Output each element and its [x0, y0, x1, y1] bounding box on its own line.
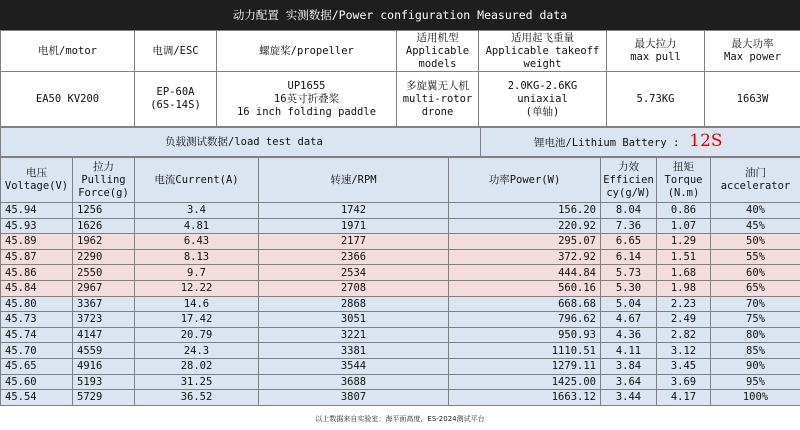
spec-value-propeller [217, 72, 397, 127]
cell-voltage: 45.94 [1, 203, 73, 219]
cell-line: models [418, 57, 457, 70]
cell-voltage: 45.54 [1, 390, 73, 406]
cell-power: 1110.51 [449, 343, 601, 359]
cell-line: 力效 [618, 160, 639, 173]
cell-pull: 3723 [73, 312, 135, 328]
cell-throttle: 75% [711, 312, 800, 328]
cell-pull: 4559 [73, 343, 135, 359]
cell-efficiency: 5.04 [601, 296, 657, 312]
cell-power: 560.16 [449, 280, 601, 296]
load-test-label: 负载测试数据/load test data [1, 128, 481, 157]
table-row [1, 327, 800, 343]
spec-header-propeller [217, 31, 397, 72]
cell-voltage: 45.74 [1, 327, 73, 343]
cell-pull: 1962 [73, 234, 135, 250]
cell-line: (6S-14S) [150, 99, 201, 111]
cell-line: Force(g) [78, 186, 129, 199]
cell-throttle: 100% [711, 390, 800, 406]
cell-voltage: 45.73 [1, 312, 73, 328]
cell-pull: 3367 [73, 296, 135, 312]
col-efficiency [601, 158, 657, 203]
cell-rpm: 3688 [259, 374, 449, 390]
cell-torque: 2.23 [657, 296, 711, 312]
cell-rpm: 2708 [259, 280, 449, 296]
cell-voltage: 45.89 [1, 234, 73, 250]
cell-pull: 1626 [73, 218, 135, 234]
cell-voltage: 45.84 [1, 280, 73, 296]
data-header-row [1, 158, 800, 203]
cell-power: 1663.12 [449, 390, 601, 406]
cell-voltage: 45.60 [1, 374, 73, 390]
cell-line: 电调/ESC [152, 44, 199, 57]
cell-power: 1425.00 [449, 374, 601, 390]
sheet-title: 动力配置 实测数据/Power configuration Measured data [0, 0, 800, 30]
load-test-table [0, 157, 800, 406]
cell-efficiency: 6.14 [601, 249, 657, 265]
cell-power: 1279.11 [449, 358, 601, 374]
cell-torque: 2.82 [657, 327, 711, 343]
cell-line: 扭矩 [673, 160, 694, 173]
cell-efficiency: 4.36 [601, 327, 657, 343]
cell-efficiency: 7.36 [601, 218, 657, 234]
cell-throttle: 90% [711, 358, 800, 374]
cell-rpm: 3544 [259, 358, 449, 374]
spec-value-motor [1, 72, 135, 127]
cell-efficiency: 4.11 [601, 343, 657, 359]
cell-line: Voltage(V) [4, 180, 69, 192]
spec-value-row [1, 72, 800, 127]
spec-value-max-pull [607, 72, 705, 127]
cell-current: 9.7 [135, 265, 259, 281]
cell-line: 转速/RPM [330, 173, 377, 186]
cell-line: 电压 [26, 167, 47, 179]
cell-power: 668.68 [449, 296, 601, 312]
cell-line: multi-rotor [402, 92, 473, 105]
cell-efficiency: 5.30 [601, 280, 657, 296]
spec-header-esc [135, 31, 217, 72]
cell-rpm: 3221 [259, 327, 449, 343]
cell-torque: 0.86 [657, 203, 711, 219]
cell-line: EA50 KV200 [35, 92, 100, 105]
cell-current: 24.3 [135, 343, 259, 359]
cell-line: UP1655 [287, 79, 326, 92]
cell-power: 156.20 [449, 203, 601, 219]
cell-line: 16英寸折叠桨 [273, 92, 340, 105]
cell-rpm: 2366 [259, 249, 449, 265]
table-row [1, 203, 800, 219]
cell-line: 5.73KG [636, 92, 675, 105]
cell-power: 372.92 [449, 249, 601, 265]
cell-line: 2.0KG-2.6KG [507, 79, 578, 92]
cell-line: 电流Current(A) [154, 173, 239, 186]
cell-rpm: 1971 [259, 218, 449, 234]
cell-throttle: 70% [711, 296, 800, 312]
col-torque [657, 158, 711, 203]
cell-throttle: 40% [711, 203, 800, 219]
cell-torque: 3.12 [657, 343, 711, 359]
cell-line: 最大拉力 [634, 38, 677, 50]
cell-voltage: 45.87 [1, 249, 73, 265]
cell-current: 14.6 [135, 296, 259, 312]
table-row [1, 234, 800, 250]
cell-line: 螺旋桨/propeller [259, 44, 354, 57]
cell-current: 31.25 [135, 374, 259, 390]
spec-header-max-pull [607, 31, 705, 72]
cell-line: 16 inch folding paddle [236, 105, 377, 118]
spec-value-takeoff-weight [479, 72, 607, 127]
cell-current: 4.81 [135, 218, 259, 234]
cell-throttle: 95% [711, 374, 800, 390]
spec-header-motor [1, 31, 135, 72]
cell-line: 最大功率 [731, 38, 774, 50]
table-row [1, 312, 800, 328]
cell-torque: 1.68 [657, 265, 711, 281]
cell-line: 适用起飞重量 [511, 31, 574, 44]
spec-header-takeoff-weight [479, 31, 607, 72]
cell-line: 多旋翼无人机 [406, 79, 469, 92]
col-rpm [259, 158, 449, 203]
cell-voltage: 45.70 [1, 343, 73, 359]
cell-current: 17.42 [135, 312, 259, 328]
battery-label: 锂电池/Lithium Battery : [534, 136, 680, 149]
cell-throttle: 45% [711, 218, 800, 234]
cell-efficiency: 4.67 [601, 312, 657, 328]
cell-pull: 5729 [73, 390, 135, 406]
cell-rpm: 1742 [259, 203, 449, 219]
cell-voltage: 45.65 [1, 358, 73, 374]
cell-efficiency: 3.64 [601, 374, 657, 390]
cell-rpm: 3807 [259, 390, 449, 406]
cell-efficiency: 6.65 [601, 234, 657, 250]
cell-torque: 1.29 [657, 234, 711, 250]
spec-value-models [397, 72, 479, 127]
cell-torque: 3.69 [657, 374, 711, 390]
cell-pull: 4916 [73, 358, 135, 374]
cell-throttle: 80% [711, 327, 800, 343]
spec-header-row [1, 31, 800, 72]
cell-line: drone [421, 105, 454, 118]
cell-pull: 2290 [73, 249, 135, 265]
cell-line: 拉力 [93, 160, 114, 173]
cell-current: 36.52 [135, 390, 259, 406]
cell-line: (N.m) [667, 186, 700, 199]
cell-throttle: 65% [711, 280, 800, 296]
col-voltage [1, 158, 73, 203]
cell-voltage: 45.93 [1, 218, 73, 234]
cell-torque: 3.45 [657, 358, 711, 374]
table-row [1, 265, 800, 281]
cell-line: uniaxial [517, 92, 568, 105]
cell-line: weight [523, 57, 562, 70]
cell-torque: 1.07 [657, 218, 711, 234]
cell-rpm: 2534 [259, 265, 449, 281]
spec-value-max-power [705, 72, 800, 127]
col-throttle [711, 158, 800, 203]
cell-power: 796.62 [449, 312, 601, 328]
table-row [1, 358, 800, 374]
cell-throttle: 50% [711, 234, 800, 250]
cell-power: 950.93 [449, 327, 601, 343]
table-row [1, 343, 800, 359]
cell-efficiency: 8.04 [601, 203, 657, 219]
cell-rpm: 3051 [259, 312, 449, 328]
load-test-bar [0, 127, 800, 157]
cell-voltage: 45.80 [1, 296, 73, 312]
table-row [1, 374, 800, 390]
cell-line: 功率Power(W) [488, 173, 561, 186]
cell-line: max pull [630, 51, 681, 63]
cell-torque: 1.98 [657, 280, 711, 296]
cell-current: 28.02 [135, 358, 259, 374]
cell-line: 1663W [736, 92, 769, 105]
cell-voltage: 45.86 [1, 265, 73, 281]
battery-cell [481, 128, 800, 157]
cell-line: 电机/motor [38, 44, 97, 57]
table-row [1, 218, 800, 234]
cell-pull: 5193 [73, 374, 135, 390]
col-current [135, 158, 259, 203]
spec-table [0, 30, 800, 127]
cell-throttle: 55% [711, 249, 800, 265]
cell-torque: 2.49 [657, 312, 711, 328]
cell-throttle: 85% [711, 343, 800, 359]
cell-rpm: 3381 [259, 343, 449, 359]
cell-pull: 1256 [73, 203, 135, 219]
cell-torque: 1.51 [657, 249, 711, 265]
cell-efficiency: 3.44 [601, 390, 657, 406]
battery-cell-count: 12S [689, 130, 723, 151]
cell-line: Applicable [405, 44, 470, 57]
cell-rpm: 2868 [259, 296, 449, 312]
cell-torque: 4.17 [657, 390, 711, 406]
cell-current: 20.79 [135, 327, 259, 343]
cell-line: (单轴) [525, 105, 560, 118]
spec-value-esc [135, 72, 217, 127]
cell-current: 8.13 [135, 249, 259, 265]
cell-power: 444.84 [449, 265, 601, 281]
col-power [449, 158, 601, 203]
cell-current: 3.4 [135, 203, 259, 219]
cell-current: 12.22 [135, 280, 259, 296]
cell-pull: 4147 [73, 327, 135, 343]
cell-pull: 2550 [73, 265, 135, 281]
spec-header-models [397, 31, 479, 72]
data-body [1, 203, 800, 406]
table-row [1, 249, 800, 265]
table-row [1, 280, 800, 296]
cell-line: EP-60A [156, 86, 195, 98]
cell-power: 295.07 [449, 234, 601, 250]
table-row [1, 390, 800, 406]
cell-line: Torque [664, 173, 703, 186]
col-pull [73, 158, 135, 203]
cell-line: 适用机型 [416, 31, 459, 44]
cell-pull: 2967 [73, 280, 135, 296]
table-row [1, 296, 800, 312]
cell-efficiency: 5.73 [601, 265, 657, 281]
cell-efficiency: 3.84 [601, 358, 657, 374]
cell-line: 油门 [745, 167, 766, 179]
cell-throttle: 60% [711, 265, 800, 281]
cell-rpm: 2177 [259, 234, 449, 250]
cell-line: Max power [724, 51, 781, 63]
cell-line: accelerator [720, 180, 791, 192]
cell-line: cy(g/W) [606, 186, 651, 199]
spec-header-max-power [705, 31, 800, 72]
cell-current: 6.43 [135, 234, 259, 250]
footer-note: 以上数据来自实验室：海平面高度，ES-2024测试平台 [315, 415, 485, 423]
cell-power: 220.92 [449, 218, 601, 234]
cell-line: Efficien [603, 173, 654, 186]
cell-line: Applicable takeoff [485, 44, 600, 57]
cell-line: Pulling [81, 173, 126, 186]
